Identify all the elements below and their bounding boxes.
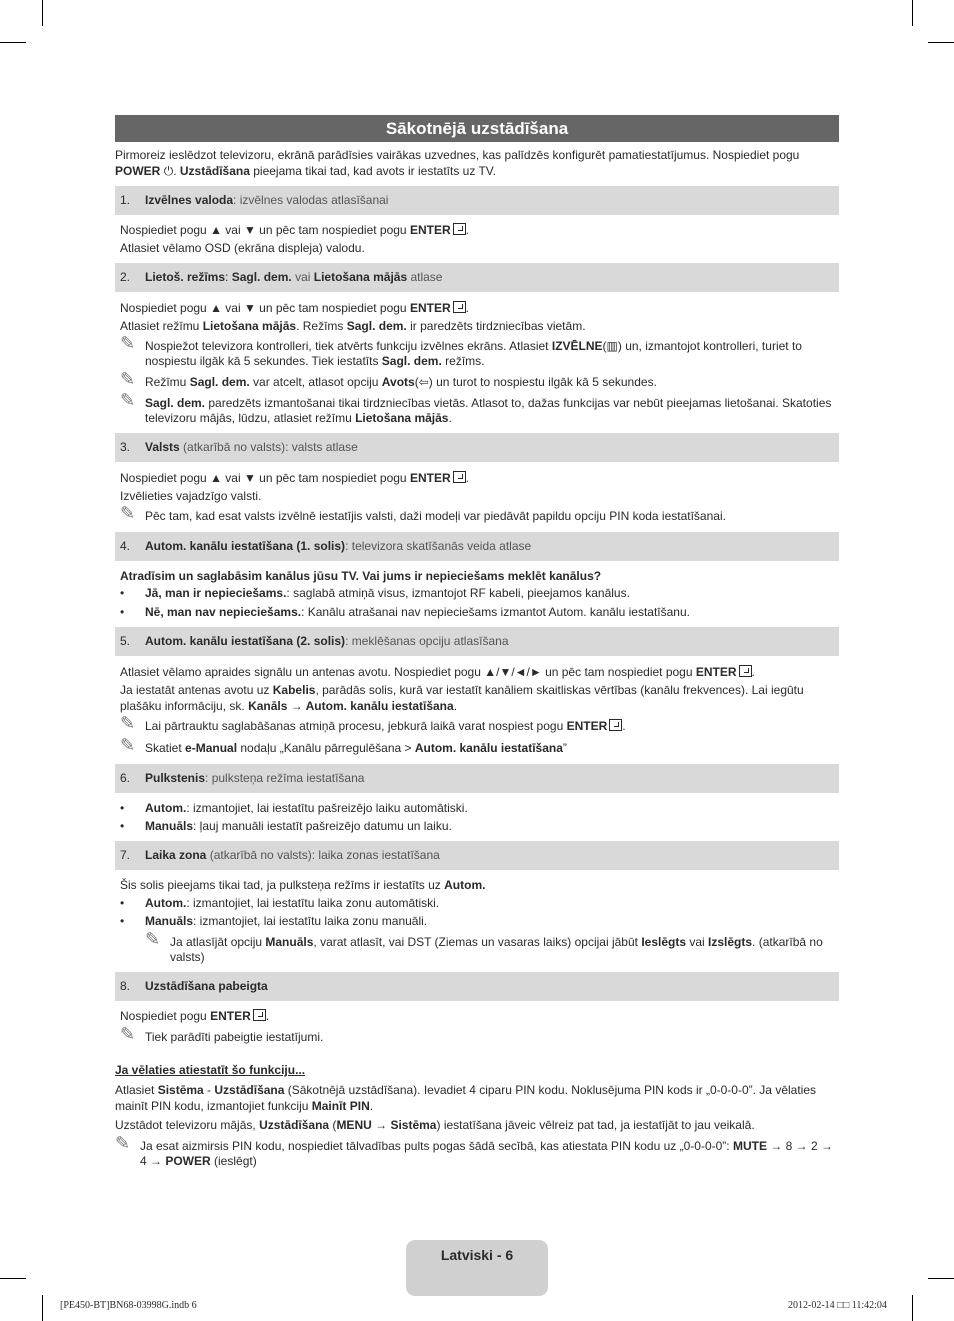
crop-mark	[912, 0, 913, 26]
section-header: 8. Uzstādīšana pabeigta	[115, 972, 839, 1001]
power-icon: ⏻	[163, 164, 174, 178]
section-header: 3. Valsts (atkarībā no valsts): valsts atlase	[115, 433, 839, 462]
press-instruction: Atlasiet vēlamo apraides signālu un antenas avotu. Nospiediet pogu ▲/▼/◄/► un pēc tam nospiediet pogu ENTER .	[120, 665, 755, 679]
note: ✎ Tiek parādīti pabeigtie iestatījumi.	[120, 1024, 324, 1044]
page-number-tab: Latviski - 6	[406, 1240, 548, 1296]
crop-mark	[42, 1295, 43, 1321]
intro-text: Pirmoreiz ieslēdzot televizoru, ekrānā parādīsies vairākas uzvednes, kas palīdzēs konfigurēt pamatiestatījumus. Nospiediet pogu POWER ⏻. Uzstādīšana pieejama tikai tad, kad avots ir iestatīts uz TV.	[115, 148, 800, 178]
note: ✎ Skatiet e-Manual nodaļu „Kanālu pārregulēšana > Autom. kanālu iestatīšana”	[120, 735, 567, 755]
note: ✎ Režīmu Sagl. dem. var atcelt, atlasot opciju Avots(⇦) un turot to nospiestu ilgāk kā 5 sekundes.	[120, 369, 657, 389]
note-icon: ✎	[120, 713, 136, 733]
crop-mark	[0, 42, 26, 43]
question-text: Atradīsim un saglabāsim kanālus jūsu TV. Vai jums ir nepieciešams meklēt kanālus?	[120, 569, 602, 583]
note: ✎ Pēc tam, kad esat valsts izvēlnē iestatījis valsti, daži modeļi var piedāvāt papildu opciju PIN koda iestatīšanai.	[120, 503, 726, 523]
enter-icon	[739, 665, 752, 677]
note-icon: ✎	[120, 369, 136, 389]
reset-heading: Ja vēlaties atiestatīt šo funkciju...	[115, 1063, 306, 1077]
note: ✎ Nospiežot televizora kontrolleri, tiek atvērts funkciju izvēlnes ekrāns. Atlasiet IZVĒLNE(▥) un, izmantojot kontrolleri, turiet to nospiestu ilgāk kā 5 sekundes. Tiek iestatīts Sagl. dem. režīms.	[120, 333, 802, 368]
note-icon: ✎	[120, 503, 136, 523]
section-header: 7. Laika zona (atkarībā no valsts): laika zonas iestatīšana	[115, 841, 839, 870]
enter-icon	[453, 471, 466, 483]
enter-icon	[453, 223, 466, 235]
crop-mark	[42, 0, 43, 26]
note: ✎ Lai pārtrauktu saglabāšanas atmiņā procesu, jebkurā laikā varat nospiest pogu ENTER .	[120, 713, 626, 733]
crop-mark	[0, 1278, 26, 1279]
note: ✎ Sagl. dem. paredzēts izmantošanai tikai tirdzniecības vietās. Atlasot to, dažas funkcijas var nebūt pieejamas lietošanai. Skatoties televizoru mājās, lūdzu, atlasiet režīmu Lietošana mājās.	[120, 390, 832, 425]
page-title: Sākotnējā uzstādīšana	[115, 115, 839, 142]
enter-icon	[609, 719, 622, 731]
press-instruction: Nospiediet pogu ▲ vai ▼ un pēc tam nospiediet pogu ENTER .	[120, 471, 469, 485]
press-instruction: Nospiediet pogu ▲ vai ▼ un pēc tam nospiediet pogu ENTER .	[120, 223, 469, 237]
note-icon: ✎	[115, 1133, 131, 1153]
note-icon: ✎	[145, 929, 161, 949]
crop-mark	[928, 1278, 954, 1279]
crop-mark	[912, 1295, 913, 1321]
file-info: [PE450-BT]BN68-03998G.indb 6	[60, 1300, 197, 1311]
note-icon: ✎	[120, 735, 136, 755]
press-instruction: Nospiediet pogu ENTER .	[120, 1009, 270, 1023]
press-instruction: Nospiediet pogu ▲ vai ▼ un pēc tam nospiediet pogu ENTER .	[120, 301, 469, 315]
enter-icon	[453, 301, 466, 313]
note: ✎ Ja esat aizmirsis PIN kodu, nospiediet tālvadības pults pogas šādā secībā, kas atiestata PIN kodu uz „0-0-0-0”: MUTE → 8 → 2 → 4 → POWER (ieslēgt)	[115, 1133, 833, 1168]
reset-paragraph: Uzstādot televizoru mājās, Uzstādīšana (MENU → Sistēma) iestatīšana jāveic vēlreiz pat tad, ja iestatījāt to jau veikalā.	[115, 1118, 755, 1132]
crop-mark	[928, 42, 954, 43]
section-header: 4. Autom. kanālu iestatīšana (1. solis): televizora skatīšanās veida atlase	[115, 532, 839, 561]
section-header: 1. Izvēlnes valoda: izvēlnes valodas atlasīšanai	[115, 186, 839, 215]
print-timestamp: 2012-02-14 □□ 11:42:04	[788, 1300, 887, 1311]
source-icon: ⇦	[418, 375, 429, 389]
body-text: Atlasiet vēlamo OSD (ekrāna displeja) valodu.	[120, 241, 365, 255]
section-header: 6. Pulkstenis: pulksteņa režīma iestatīšana	[115, 764, 839, 793]
section-header: 5. Autom. kanālu iestatīšana (2. solis): meklēšanas opciju atlasīšana	[115, 627, 839, 656]
body-text: Ja iestatāt antenas avotu uz Kabelis, parādās solis, kurā var iestatīt kanāliem skaitliskas vērtības (kanālu frekvences). Lai iegūtu plašāku informāciju, sk. Kanāls → Autom. kanālu iestatīšana.	[120, 683, 804, 713]
menu-icon: ▥	[606, 339, 618, 353]
body-text: Šis solis pieejams tikai tad, ja pulksteņa režīms ir iestatīts uz Autom.	[120, 878, 486, 892]
note-icon: ✎	[120, 1024, 136, 1044]
note-icon: ✎	[120, 390, 136, 410]
enter-icon	[253, 1009, 266, 1021]
reset-paragraph: Atlasiet Sistēma - Uzstādīšana (Sākotnējā uzstādīšana). Ievadiet 4 ciparu PIN kodu. Noklusējuma PIN kods ir „0-0-0-0”. Ja vēlaties mainīt PIN kodu, izmantojiet funkciju Mainīt PIN.	[115, 1083, 817, 1113]
note-icon: ✎	[120, 333, 136, 353]
note: ✎ Ja atlasījāt opciju Manuāls, varat atlasīt, vai DST (Ziemas un vasaras laiks) opcijai jābūt Ieslēgts vai Izslēgts. (atkarībā no valsts)	[145, 929, 823, 964]
section-header: 2. Lietoš. režīms: Sagl. dem. vai Lietošana mājās atlase	[115, 263, 839, 292]
body-text: Atlasiet režīmu Lietošana mājās. Režīms Sagl. dem. ir paredzēts tirdzniecības vietām.	[120, 319, 586, 333]
body-text: Izvēlieties vajadzīgo valsti.	[120, 489, 262, 503]
